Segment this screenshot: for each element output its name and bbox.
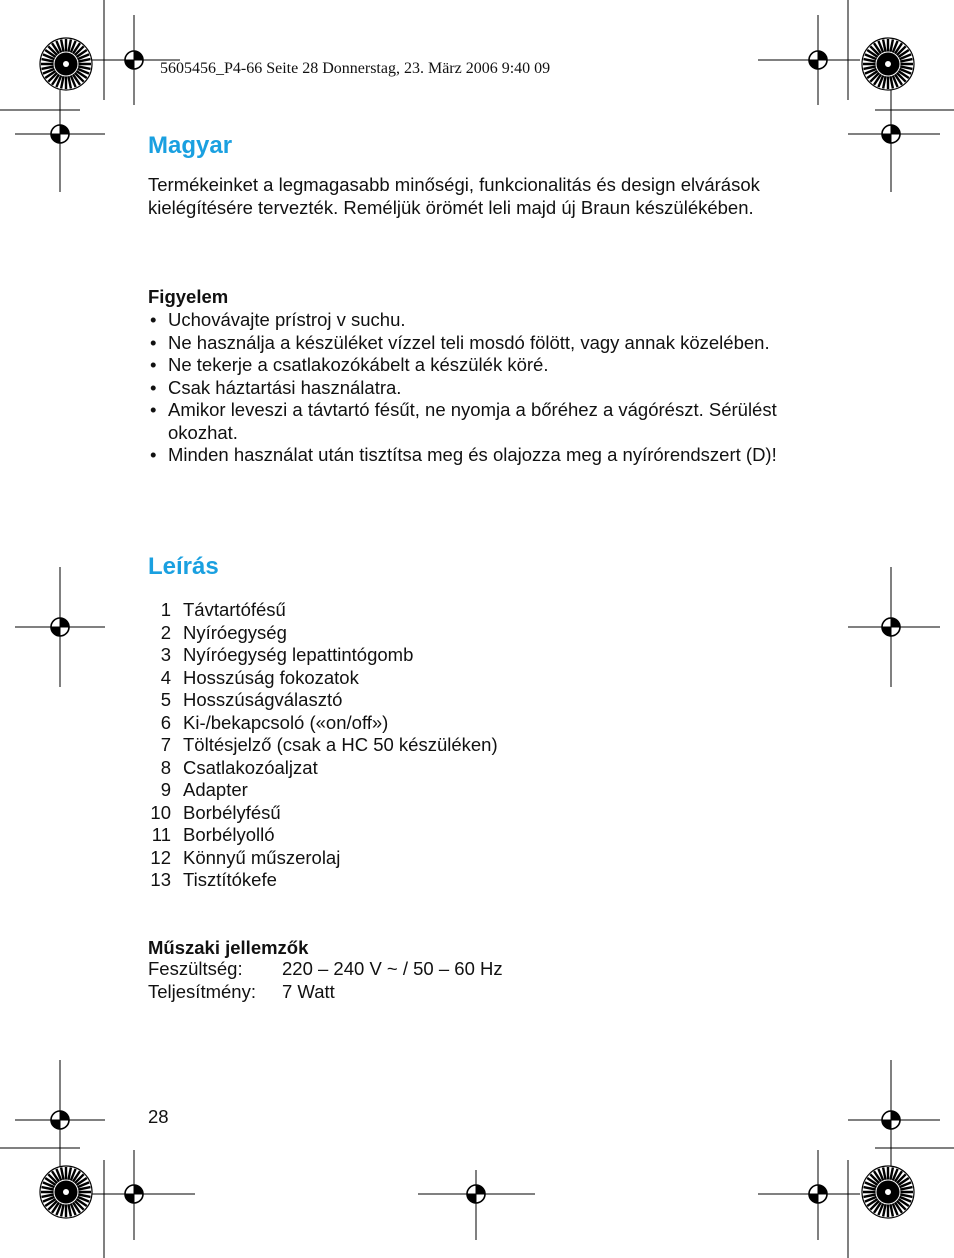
specs-heading: Műszaki jellemzők <box>148 937 309 958</box>
warning-item: • Uchovávajte prístroj v suchu. <box>150 309 406 330</box>
description-heading: Leírás <box>148 553 219 580</box>
warning-item: • Ne tekerje a csatlakozókábelt a készülék köré. <box>150 354 549 375</box>
parts-item: 6 Ki-/bekapcsoló («on/off») <box>160 711 389 733</box>
warning-item: • Ne használja a készüléket vízzel teli mosdó fölött, vagy annak közelében. <box>150 331 770 353</box>
bullet-icon: • <box>150 376 157 398</box>
warning-item: • Csak háztartási használatra. <box>150 376 402 398</box>
page-number: 28 <box>148 1106 169 1127</box>
parts-item: 2 Nyíróegység <box>160 621 287 643</box>
bullet-icon: • <box>150 444 157 465</box>
page-title: Magyar <box>148 132 233 159</box>
parts-item: 7 Töltésjelző (csak a HC 50 készüléken) <box>160 734 498 755</box>
bullet-icon: • <box>150 331 157 353</box>
parts-item: 12 Könnyű műszerolaj <box>150 846 341 868</box>
bullet-icon: • <box>150 309 157 330</box>
specs-value: 220 – 240 V ~ / 50 – 60 Hz <box>282 958 503 979</box>
bullet-icon: • <box>150 399 157 420</box>
intro-paragraph: Termékeinket a legmagasabb minőségi, funkcionalitás és design elvárások kielégítésére tervezték. Reméljük örömét leli majd új Braun készülékében. <box>148 174 760 218</box>
parts-item: 9 Adapter <box>160 779 248 800</box>
parts-item: 8 Csatlakozóaljzat <box>160 756 318 778</box>
warning-heading: Figyelem <box>148 286 229 307</box>
warning-item: • Minden használat után tisztítsa meg és olajozza meg a nyírórendszert (D)! <box>150 444 777 465</box>
parts-item: 1 Távtartófésű <box>160 599 286 620</box>
specs-table <box>148 958 503 1003</box>
parts-list <box>148 599 498 892</box>
specs-row <box>148 958 503 981</box>
parts-item: 13 Tisztítókefe <box>150 869 277 890</box>
parts-item: 11 Borbélyolló <box>151 824 275 845</box>
specs-key: Teljesítmény: <box>148 980 256 1002</box>
warning-list <box>148 309 808 467</box>
print-header: 5605456_P4-66 Seite 28 Donnerstag, 23. März 2006 9:40 09 <box>160 60 551 77</box>
parts-item: 3 Nyíróegység lepattintógomb <box>160 644 414 665</box>
bullet-icon: • <box>150 354 157 375</box>
warning-item: • Amikor leveszi a távtartó fésűt, ne nyomja a bőréhez a vágórészt. Sérülést okozhat. <box>150 399 777 443</box>
parts-item: 4 Hosszúság fokozatok <box>160 666 359 688</box>
specs-row <box>148 981 503 1004</box>
parts-item: 10 Borbélyfésű <box>150 801 281 823</box>
specs-key: Feszültség: <box>148 958 243 979</box>
specs-value: 7 Watt <box>282 980 335 1002</box>
parts-item: 5 Hosszúságválasztó <box>160 689 343 710</box>
